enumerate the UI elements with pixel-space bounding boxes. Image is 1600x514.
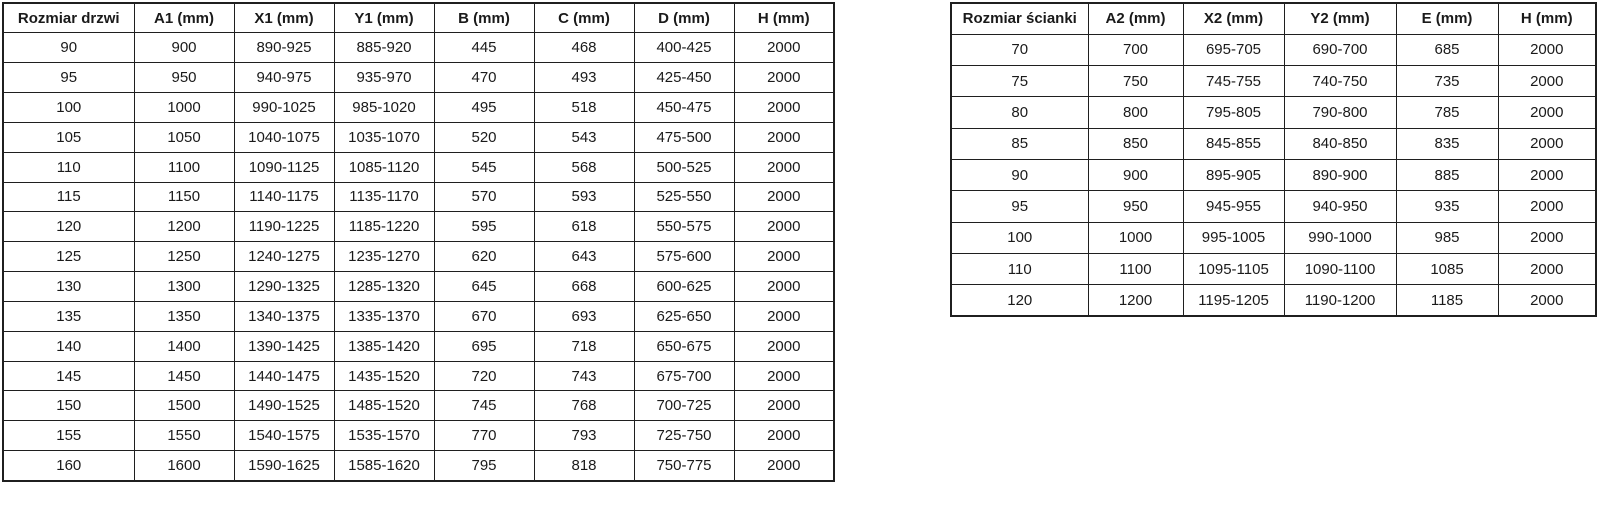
table-cell: 2000 <box>734 93 834 123</box>
table-row <box>3 212 834 242</box>
table-cell: 935-970 <box>334 63 434 93</box>
table-cell: 568 <box>534 152 634 182</box>
table-cell: 2000 <box>1498 128 1596 159</box>
table-cell: 135 <box>3 301 134 331</box>
table-cell: 2000 <box>1498 222 1596 253</box>
table-cell: 1190-1200 <box>1284 285 1396 316</box>
column-header: Rozmiar ścianki <box>951 3 1088 34</box>
table-cell: 2000 <box>734 331 834 361</box>
table-row <box>951 222 1596 253</box>
table-cell: 518 <box>534 93 634 123</box>
table-cell: 1285-1320 <box>334 272 434 302</box>
table-cell: 100 <box>951 222 1088 253</box>
table-cell: 785 <box>1396 97 1498 128</box>
table-cell: 575-600 <box>634 242 734 272</box>
table-cell: 695 <box>434 331 534 361</box>
table-cell: 450-475 <box>634 93 734 123</box>
table-cell: 145 <box>3 361 134 391</box>
table-cell: 1235-1270 <box>334 242 434 272</box>
table-cell: 400-425 <box>634 33 734 63</box>
table-cell: 2000 <box>1498 66 1596 97</box>
table-cell: 793 <box>534 421 634 451</box>
table-cell: 95 <box>3 63 134 93</box>
table-cell: 110 <box>951 253 1088 284</box>
door-table-header-row <box>3 3 834 33</box>
table-row <box>951 285 1596 316</box>
column-header: C (mm) <box>534 3 634 33</box>
table-cell: 2000 <box>734 33 834 63</box>
table-cell: 125 <box>3 242 134 272</box>
door-size-table <box>2 2 835 482</box>
table-cell: 75 <box>951 66 1088 97</box>
table-cell: 693 <box>534 301 634 331</box>
table-cell: 525-550 <box>634 182 734 212</box>
table-cell: 795-805 <box>1183 97 1284 128</box>
table-cell: 1400 <box>134 331 234 361</box>
table-cell: 545 <box>434 152 534 182</box>
table-cell: 1585-1620 <box>334 451 434 481</box>
column-header: Y2 (mm) <box>1284 3 1396 34</box>
table-cell: 885-920 <box>334 33 434 63</box>
column-header: H (mm) <box>1498 3 1596 34</box>
table-cell: 2000 <box>734 272 834 302</box>
table-cell: 2000 <box>734 63 834 93</box>
table-row <box>3 152 834 182</box>
table-cell: 2000 <box>1498 34 1596 65</box>
table-cell: 1250 <box>134 242 234 272</box>
table-cell: 543 <box>534 122 634 152</box>
table-cell: 115 <box>3 182 134 212</box>
door-table-body <box>3 33 834 481</box>
table-row <box>3 122 834 152</box>
table-cell: 1450 <box>134 361 234 391</box>
table-cell: 670 <box>434 301 534 331</box>
table-cell: 890-925 <box>234 33 334 63</box>
table-cell: 90 <box>3 33 134 63</box>
table-cell: 1200 <box>1088 285 1183 316</box>
table-cell: 1350 <box>134 301 234 331</box>
column-header: E (mm) <box>1396 3 1498 34</box>
table-row <box>3 391 834 421</box>
table-cell: 768 <box>534 391 634 421</box>
table-row <box>3 93 834 123</box>
table-cell: 690-700 <box>1284 34 1396 65</box>
table-cell: 835 <box>1396 128 1498 159</box>
column-header: Y1 (mm) <box>334 3 434 33</box>
table-row <box>3 33 834 63</box>
table-cell: 425-450 <box>634 63 734 93</box>
table-cell: 950 <box>1088 191 1183 222</box>
table-cell: 2000 <box>734 122 834 152</box>
table-cell: 120 <box>3 212 134 242</box>
table-cell: 1385-1420 <box>334 331 434 361</box>
table-cell: 745-755 <box>1183 66 1284 97</box>
table-cell: 470 <box>434 63 534 93</box>
table-cell: 1150 <box>134 182 234 212</box>
table-cell: 1040-1075 <box>234 122 334 152</box>
table-cell: 493 <box>534 63 634 93</box>
table-row <box>3 421 834 451</box>
table-cell: 735 <box>1396 66 1498 97</box>
table-cell: 900 <box>1088 159 1183 190</box>
table-cell: 818 <box>534 451 634 481</box>
table-cell: 685 <box>1396 34 1498 65</box>
table-cell: 110 <box>3 152 134 182</box>
table-cell: 1100 <box>134 152 234 182</box>
table-cell: 618 <box>534 212 634 242</box>
table-cell: 1100 <box>1088 253 1183 284</box>
table-cell: 840-850 <box>1284 128 1396 159</box>
table-cell: 885 <box>1396 159 1498 190</box>
table-cell: 1085-1120 <box>334 152 434 182</box>
column-header: H (mm) <box>734 3 834 33</box>
table-cell: 500-525 <box>634 152 734 182</box>
table-cell: 520 <box>434 122 534 152</box>
table-row <box>951 66 1596 97</box>
table-cell: 1440-1475 <box>234 361 334 391</box>
table-row <box>3 451 834 481</box>
table-cell: 668 <box>534 272 634 302</box>
table-cell: 935 <box>1396 191 1498 222</box>
table-cell: 2000 <box>1498 285 1596 316</box>
table-cell: 1490-1525 <box>234 391 334 421</box>
table-cell: 160 <box>3 451 134 481</box>
table-row <box>951 128 1596 159</box>
table-cell: 1435-1520 <box>334 361 434 391</box>
table-cell: 1550 <box>134 421 234 451</box>
table-cell: 1300 <box>134 272 234 302</box>
table-cell: 2000 <box>734 391 834 421</box>
table-cell: 1085 <box>1396 253 1498 284</box>
table-cell: 445 <box>434 33 534 63</box>
table-row <box>3 182 834 212</box>
table-cell: 1000 <box>134 93 234 123</box>
table-cell: 2000 <box>734 242 834 272</box>
table-cell: 643 <box>534 242 634 272</box>
table-cell: 945-955 <box>1183 191 1284 222</box>
table-row <box>951 97 1596 128</box>
table-cell: 595 <box>434 212 534 242</box>
table-cell: 620 <box>434 242 534 272</box>
table-cell: 995-1005 <box>1183 222 1284 253</box>
table-cell: 2000 <box>734 152 834 182</box>
column-header: X1 (mm) <box>234 3 334 33</box>
table-cell: 1185-1220 <box>334 212 434 242</box>
table-cell: 790-800 <box>1284 97 1396 128</box>
table-cell: 770 <box>434 421 534 451</box>
table-cell: 1290-1325 <box>234 272 334 302</box>
table-cell: 675-700 <box>634 361 734 391</box>
table-cell: 700-725 <box>634 391 734 421</box>
table-cell: 1095-1105 <box>1183 253 1284 284</box>
column-header: D (mm) <box>634 3 734 33</box>
table-cell: 2000 <box>1498 97 1596 128</box>
wall-table-body <box>951 34 1596 316</box>
table-row <box>951 191 1596 222</box>
table-cell: 985-1020 <box>334 93 434 123</box>
table-cell: 468 <box>534 33 634 63</box>
table-cell: 495 <box>434 93 534 123</box>
table-cell: 900 <box>134 33 234 63</box>
table-cell: 950 <box>134 63 234 93</box>
table-row <box>951 253 1596 284</box>
table-cell: 150 <box>3 391 134 421</box>
table-row <box>3 301 834 331</box>
wall-table-header-row <box>951 3 1596 34</box>
table-cell: 1190-1225 <box>234 212 334 242</box>
table-cell: 2000 <box>734 451 834 481</box>
table-cell: 850 <box>1088 128 1183 159</box>
table-cell: 795 <box>434 451 534 481</box>
column-header: A2 (mm) <box>1088 3 1183 34</box>
table-cell: 95 <box>951 191 1088 222</box>
table-cell: 745 <box>434 391 534 421</box>
table-cell: 570 <box>434 182 534 212</box>
table-row <box>3 63 834 93</box>
table-cell: 140 <box>3 331 134 361</box>
table-cell: 1050 <box>134 122 234 152</box>
table-cell: 1090-1125 <box>234 152 334 182</box>
table-cell: 743 <box>534 361 634 391</box>
table-cell: 725-750 <box>634 421 734 451</box>
table-cell: 120 <box>951 285 1088 316</box>
table-cell: 1590-1625 <box>234 451 334 481</box>
table-cell: 1035-1070 <box>334 122 434 152</box>
table-row <box>3 242 834 272</box>
table-cell: 625-650 <box>634 301 734 331</box>
table-cell: 740-750 <box>1284 66 1396 97</box>
table-cell: 985 <box>1396 222 1498 253</box>
table-cell: 1200 <box>134 212 234 242</box>
table-cell: 1540-1575 <box>234 421 334 451</box>
table-cell: 720 <box>434 361 534 391</box>
table-cell: 2000 <box>734 212 834 242</box>
table-cell: 645 <box>434 272 534 302</box>
table-cell: 550-575 <box>634 212 734 242</box>
table-cell: 1195-1205 <box>1183 285 1284 316</box>
table-cell: 895-905 <box>1183 159 1284 190</box>
table-cell: 593 <box>534 182 634 212</box>
table-cell: 940-975 <box>234 63 334 93</box>
table-cell: 1240-1275 <box>234 242 334 272</box>
table-cell: 700 <box>1088 34 1183 65</box>
table-cell: 1135-1170 <box>334 182 434 212</box>
table-cell: 1600 <box>134 451 234 481</box>
table-cell: 1485-1520 <box>334 391 434 421</box>
table-cell: 90 <box>951 159 1088 190</box>
table-cell: 100 <box>3 93 134 123</box>
table-cell: 2000 <box>1498 253 1596 284</box>
table-cell: 890-900 <box>1284 159 1396 190</box>
table-cell: 105 <box>3 122 134 152</box>
table-cell: 695-705 <box>1183 34 1284 65</box>
table-cell: 1000 <box>1088 222 1183 253</box>
column-header: X2 (mm) <box>1183 3 1284 34</box>
table-cell: 1535-1570 <box>334 421 434 451</box>
table-cell: 800 <box>1088 97 1183 128</box>
table-cell: 475-500 <box>634 122 734 152</box>
table-cell: 650-675 <box>634 331 734 361</box>
table-cell: 70 <box>951 34 1088 65</box>
table-row <box>951 159 1596 190</box>
table-cell: 130 <box>3 272 134 302</box>
table-row <box>3 331 834 361</box>
table-cell: 2000 <box>734 301 834 331</box>
table-row <box>951 34 1596 65</box>
table-cell: 155 <box>3 421 134 451</box>
table-cell: 600-625 <box>634 272 734 302</box>
table-cell: 1185 <box>1396 285 1498 316</box>
table-cell: 85 <box>951 128 1088 159</box>
table-cell: 2000 <box>1498 191 1596 222</box>
column-header: A1 (mm) <box>134 3 234 33</box>
table-cell: 990-1000 <box>1284 222 1396 253</box>
table-cell: 750-775 <box>634 451 734 481</box>
table-row <box>3 361 834 391</box>
table-cell: 990-1025 <box>234 93 334 123</box>
column-header: B (mm) <box>434 3 534 33</box>
table-cell: 845-855 <box>1183 128 1284 159</box>
table-cell: 1335-1370 <box>334 301 434 331</box>
table-cell: 718 <box>534 331 634 361</box>
column-header: Rozmiar drzwi <box>3 3 134 33</box>
table-cell: 940-950 <box>1284 191 1396 222</box>
table-row <box>3 272 834 302</box>
table-cell: 1140-1175 <box>234 182 334 212</box>
table-cell: 1090-1100 <box>1284 253 1396 284</box>
table-cell: 2000 <box>734 361 834 391</box>
table-cell: 1500 <box>134 391 234 421</box>
table-cell: 1390-1425 <box>234 331 334 361</box>
table-cell: 80 <box>951 97 1088 128</box>
table-cell: 1340-1375 <box>234 301 334 331</box>
wall-size-table <box>950 2 1597 317</box>
table-cell: 750 <box>1088 66 1183 97</box>
table-cell: 2000 <box>734 182 834 212</box>
table-cell: 2000 <box>1498 159 1596 190</box>
table-cell: 2000 <box>734 421 834 451</box>
